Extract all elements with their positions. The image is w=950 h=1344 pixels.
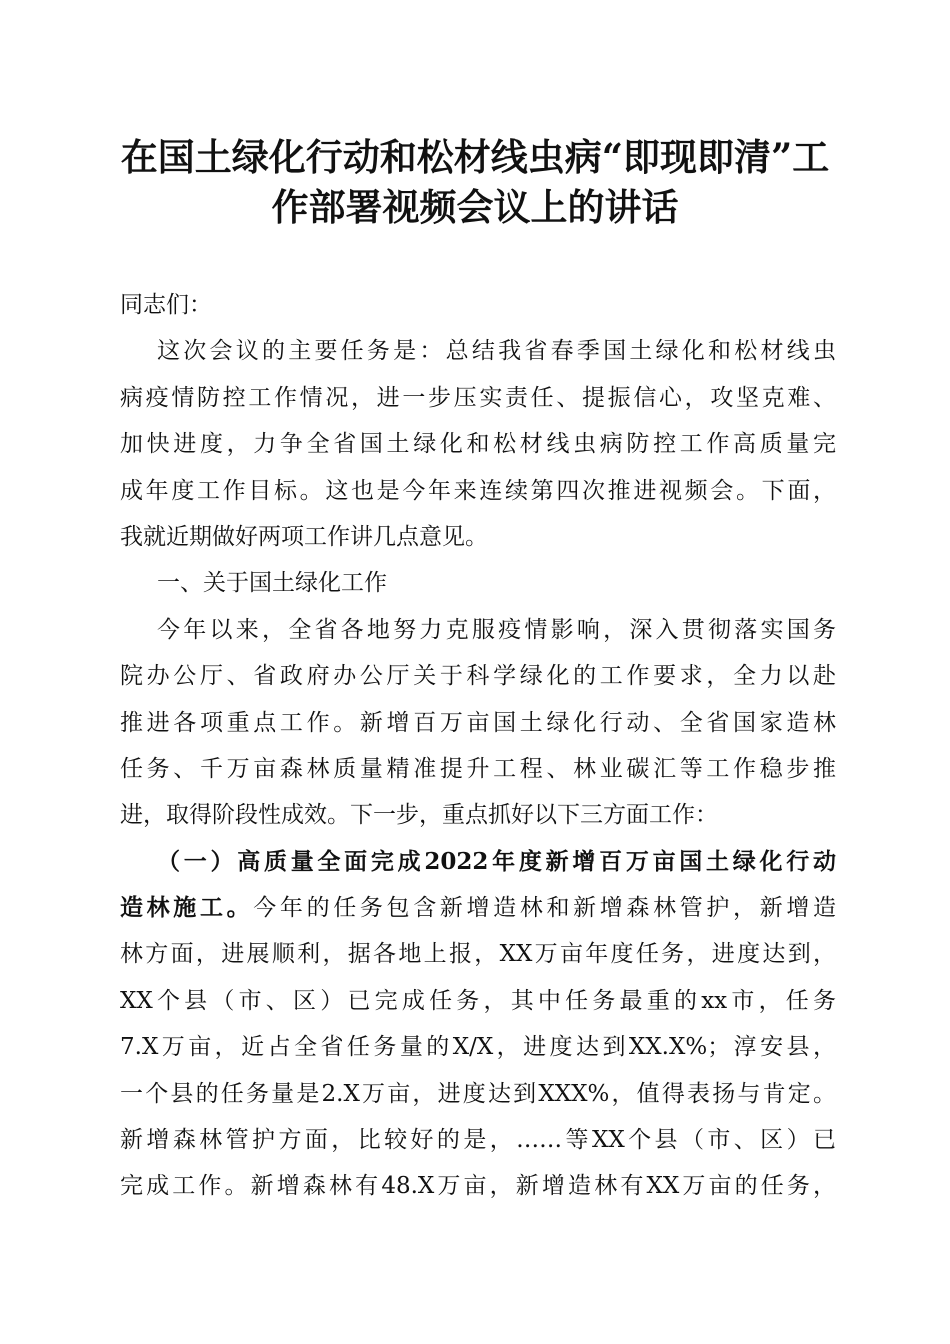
- paragraph-intro: [120, 328, 836, 560]
- paragraph-line: 林方面，进展顺利，据各地上报，XX万亩年度任务，进度达到，: [120, 941, 836, 968]
- paragraph-greening: [120, 607, 836, 839]
- paragraph-line: 一个县的任务量是2.X万亩，进度达到XXX%，值得表扬与肯定。: [120, 1080, 836, 1107]
- paragraph-line: [120, 885, 836, 931]
- subsection-heading-tail: 造林施工。: [120, 894, 254, 922]
- title-line-1: 在国土绿化行动和松材线虫病“即现即清”工: [120, 135, 830, 179]
- title-line-2: 作部署视频会议上的讲话: [271, 185, 679, 229]
- paragraph-line: 7.X万亩，近占全省任务量的X/X，进度达到XX.X%；淳安县，: [120, 1034, 836, 1061]
- paragraph-line: 今年以来，全省各地努力克服疫情影响，深入贯彻落实国务: [157, 616, 836, 643]
- paragraph-line: 新增森林管护方面，比较好的是，……等XX个县（市、区）已: [120, 1127, 836, 1154]
- paragraph-line: 这次会议的主要任务是：总结我省春季国土绿化和松材线虫: [157, 338, 836, 365]
- paragraph-line: 我就近期做好两项工作讲几点意见。: [120, 523, 488, 550]
- paragraph-line: 病疫情防控工作情况，进一步压实责任、提振信心，攻坚克难、: [120, 384, 836, 411]
- paragraph-line: 成年度工作目标。这也是今年来连续第四次推进视频会。下面，: [120, 477, 836, 504]
- paragraph-line: 推进各项重点工作。新增百万亩国土绿化行动、全省国家造林: [120, 709, 836, 736]
- paragraph-line: XX个县（市、区）已完成任务，其中任务最重的xx市，任务: [120, 987, 836, 1014]
- paragraph-line: 任务、千万亩森林质量精准提升工程、林业碳汇等工作稳步推: [120, 755, 836, 782]
- greeting-line: 同志们：: [120, 292, 212, 318]
- section-heading-text: 一、关于国土绿化工作: [157, 570, 387, 597]
- paragraph-line: 加快进度，力争全省国土绿化和松材线虫病防控工作高质量完: [120, 431, 836, 458]
- subsection-text: 今年的任务包含新增造林和新增森林管护，新增造: [253, 895, 837, 922]
- paragraph-line: 进，取得阶段性成效。下一步，重点抓好以下三方面工作：: [120, 802, 718, 829]
- section-heading: [120, 560, 836, 606]
- greeting: [120, 282, 836, 328]
- document-title: [110, 132, 840, 232]
- paragraph-subsection-1: [120, 839, 836, 1210]
- subsection-heading: （一）高质量全面完成2022年度新增百万亩国土绿化行动: [157, 847, 836, 875]
- paragraph-line: 院办公厅、省政府办公厅关于科学绿化的工作要求，全力以赴: [120, 663, 836, 690]
- document-body: [120, 282, 836, 1210]
- paragraph-line: 完成工作。新增森林有48.X万亩，新增造林有XX万亩的任务，: [120, 1173, 836, 1200]
